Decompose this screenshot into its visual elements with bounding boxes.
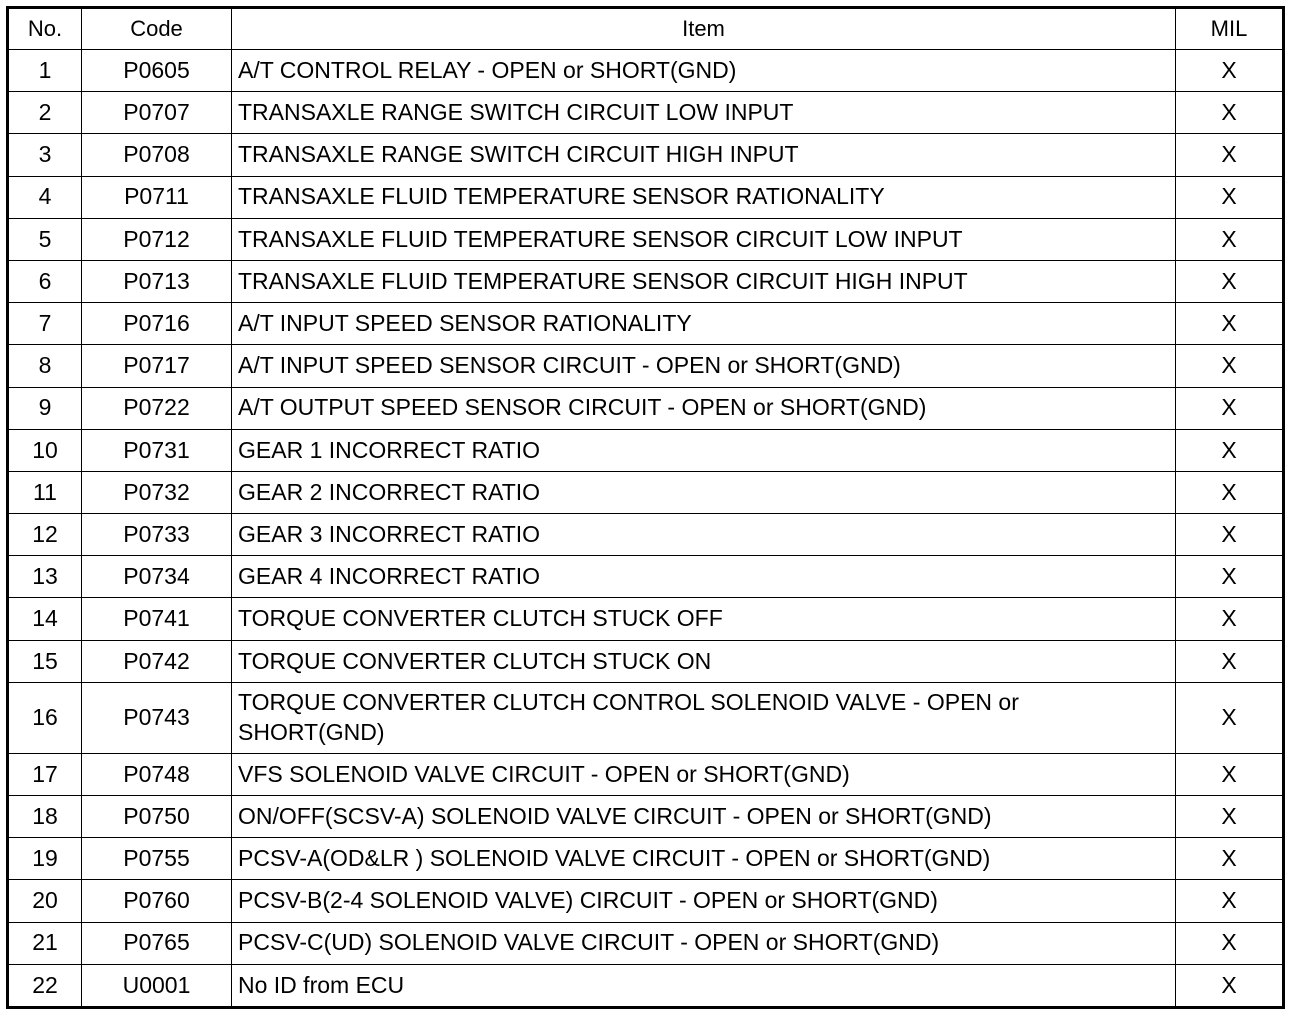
cell-item: ON/OFF(SCSV-A) SOLENOID VALVE CIRCUIT - OPEN or SHORT(GND) (232, 796, 1176, 838)
cell-mil: X (1176, 218, 1284, 260)
cell-code: P0743 (82, 682, 232, 753)
cell-item: A/T CONTROL RELAY - OPEN or SHORT(GND) (232, 50, 1176, 92)
cell-no: 18 (8, 796, 82, 838)
table-row (8, 260, 1284, 302)
table-row (8, 387, 1284, 429)
cell-code: P0707 (82, 92, 232, 134)
table-row (8, 345, 1284, 387)
cell-mil: X (1176, 514, 1284, 556)
cell-code: P0741 (82, 598, 232, 640)
cell-code: P0711 (82, 176, 232, 218)
cell-code: P0716 (82, 303, 232, 345)
table-row (8, 50, 1284, 92)
table-row (8, 303, 1284, 345)
cell-code: P0722 (82, 387, 232, 429)
cell-no: 13 (8, 556, 82, 598)
cell-mil: X (1176, 50, 1284, 92)
cell-code: P0713 (82, 260, 232, 302)
table-row (8, 682, 1284, 753)
table-row (8, 838, 1284, 880)
table-row (8, 556, 1284, 598)
cell-code: P0732 (82, 471, 232, 513)
cell-no: 17 (8, 753, 82, 795)
table-row (8, 598, 1284, 640)
cell-no: 8 (8, 345, 82, 387)
cell-item: PCSV-A(OD&LR ) SOLENOID VALVE CIRCUIT - OPEN or SHORT(GND) (232, 838, 1176, 880)
cell-item: VFS SOLENOID VALVE CIRCUIT - OPEN or SHORT(GND) (232, 753, 1176, 795)
cell-mil: X (1176, 387, 1284, 429)
cell-item: TORQUE CONVERTER CLUTCH STUCK OFF (232, 598, 1176, 640)
cell-code: P0734 (82, 556, 232, 598)
cell-mil: X (1176, 964, 1284, 1007)
cell-mil: X (1176, 922, 1284, 964)
table-row (8, 514, 1284, 556)
cell-mil: X (1176, 796, 1284, 838)
cell-mil: X (1176, 92, 1284, 134)
cell-mil: X (1176, 429, 1284, 471)
table-row (8, 753, 1284, 795)
table-row (8, 429, 1284, 471)
cell-item: A/T INPUT SPEED SENSOR CIRCUIT - OPEN or SHORT(GND) (232, 345, 1176, 387)
table-row (8, 964, 1284, 1007)
cell-code: P0750 (82, 796, 232, 838)
cell-item: No ID from ECU (232, 964, 1176, 1007)
cell-code: P0742 (82, 640, 232, 682)
header-row (8, 8, 1284, 50)
cell-code: P0755 (82, 838, 232, 880)
cell-code: P0712 (82, 218, 232, 260)
cell-no: 11 (8, 471, 82, 513)
cell-item: PCSV-B(2-4 SOLENOID VALVE) CIRCUIT - OPEN or SHORT(GND) (232, 880, 1176, 922)
cell-item: TRANSAXLE RANGE SWITCH CIRCUIT LOW INPUT (232, 92, 1176, 134)
cell-code: P0717 (82, 345, 232, 387)
cell-item: TRANSAXLE RANGE SWITCH CIRCUIT HIGH INPUT (232, 134, 1176, 176)
table-header (8, 8, 1284, 50)
cell-item: TORQUE CONVERTER CLUTCH CONTROL SOLENOID VALVE - OPEN or SHORT(GND) (232, 682, 1176, 753)
cell-item: GEAR 2 INCORRECT RATIO (232, 471, 1176, 513)
cell-item: GEAR 3 INCORRECT RATIO (232, 514, 1176, 556)
cell-no: 22 (8, 964, 82, 1007)
cell-item: TRANSAXLE FLUID TEMPERATURE SENSOR CIRCUIT LOW INPUT (232, 218, 1176, 260)
cell-no: 2 (8, 92, 82, 134)
cell-mil: X (1176, 134, 1284, 176)
cell-item: TORQUE CONVERTER CLUTCH STUCK ON (232, 640, 1176, 682)
cell-code: P0748 (82, 753, 232, 795)
cell-no: 20 (8, 880, 82, 922)
cell-mil: X (1176, 838, 1284, 880)
table-row (8, 134, 1284, 176)
cell-mil: X (1176, 260, 1284, 302)
cell-no: 5 (8, 218, 82, 260)
cell-mil: X (1176, 303, 1284, 345)
cell-item: TRANSAXLE FLUID TEMPERATURE SENSOR CIRCUIT HIGH INPUT (232, 260, 1176, 302)
table-row (8, 176, 1284, 218)
cell-mil: X (1176, 556, 1284, 598)
cell-no: 10 (8, 429, 82, 471)
header-code: Code (82, 8, 232, 50)
cell-no: 21 (8, 922, 82, 964)
header-no: No. (8, 8, 82, 50)
cell-no: 7 (8, 303, 82, 345)
cell-item: A/T OUTPUT SPEED SENSOR CIRCUIT - OPEN or SHORT(GND) (232, 387, 1176, 429)
table-row (8, 92, 1284, 134)
cell-mil: X (1176, 753, 1284, 795)
header-item: Item (232, 8, 1176, 50)
cell-mil: X (1176, 471, 1284, 513)
cell-item: PCSV-C(UD) SOLENOID VALVE CIRCUIT - OPEN or SHORT(GND) (232, 922, 1176, 964)
table-body (8, 50, 1284, 1008)
header-mil: MIL (1176, 8, 1284, 50)
cell-mil: X (1176, 598, 1284, 640)
cell-no: 16 (8, 682, 82, 753)
cell-mil: X (1176, 640, 1284, 682)
dtc-table (6, 6, 1285, 1009)
table-row (8, 218, 1284, 260)
cell-no: 1 (8, 50, 82, 92)
table-row (8, 796, 1284, 838)
cell-item: TRANSAXLE FLUID TEMPERATURE SENSOR RATIONALITY (232, 176, 1176, 218)
table-row (8, 640, 1284, 682)
cell-item: GEAR 1 INCORRECT RATIO (232, 429, 1176, 471)
table-row (8, 471, 1284, 513)
cell-item: GEAR 4 INCORRECT RATIO (232, 556, 1176, 598)
cell-code: P0765 (82, 922, 232, 964)
cell-no: 3 (8, 134, 82, 176)
table-row (8, 922, 1284, 964)
table-row (8, 880, 1284, 922)
cell-item: A/T INPUT SPEED SENSOR RATIONALITY (232, 303, 1176, 345)
cell-code: P0760 (82, 880, 232, 922)
cell-mil: X (1176, 880, 1284, 922)
cell-code: P0708 (82, 134, 232, 176)
cell-no: 19 (8, 838, 82, 880)
cell-no: 14 (8, 598, 82, 640)
cell-mil: X (1176, 176, 1284, 218)
cell-no: 9 (8, 387, 82, 429)
cell-no: 15 (8, 640, 82, 682)
cell-code: U0001 (82, 964, 232, 1007)
cell-code: P0733 (82, 514, 232, 556)
cell-code: P0605 (82, 50, 232, 92)
cell-no: 4 (8, 176, 82, 218)
cell-code: P0731 (82, 429, 232, 471)
cell-no: 12 (8, 514, 82, 556)
cell-mil: X (1176, 682, 1284, 753)
cell-no: 6 (8, 260, 82, 302)
cell-mil: X (1176, 345, 1284, 387)
